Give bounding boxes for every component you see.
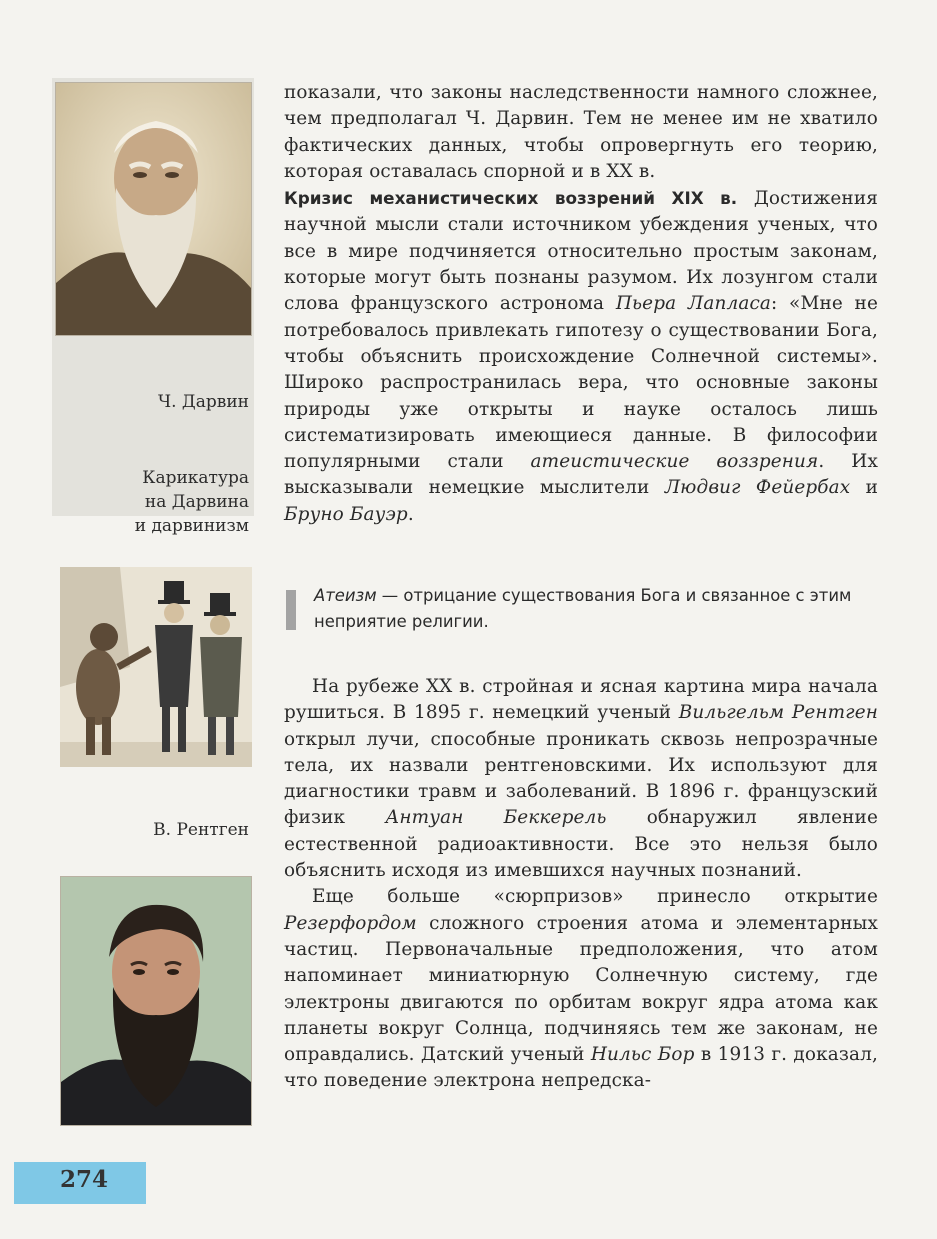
roentgen-caption: В. Рентген — [153, 820, 249, 840]
main-text-block-2 — [284, 674, 878, 1095]
darwin-cartoon-illustration — [60, 567, 252, 767]
definition-box — [284, 583, 878, 635]
page-number: 274 — [60, 1166, 109, 1193]
term-atheist-views: атеистические воззрения — [530, 451, 819, 473]
text-run: и — [850, 477, 878, 499]
main-text-block-1 — [284, 80, 878, 528]
cartoon-caption — [135, 466, 249, 538]
text-run: . — [407, 503, 414, 525]
section-heading: Кризис механистических воззрений XIX в. — [284, 188, 738, 209]
cartoon-caption-line: и дарвинизм — [134, 516, 249, 536]
text-run: Еще больше «сюрпризов» принесло открытие — [312, 886, 878, 908]
paragraph — [284, 674, 878, 884]
name-laplace: Пьера Лапласа — [615, 293, 772, 315]
text-run: открыл лучи, способные проникать сквозь непрозрачные тела, их назвали рентгеновскими. Их используют для диагностики травм и заболеваний. В 1896 г. французский физик — [284, 728, 878, 829]
roentgen-portrait — [60, 876, 252, 1126]
name-bohr: Нильс Бор — [590, 1044, 695, 1066]
text-run: . Их высказывали немецкие мыслители — [284, 451, 878, 499]
paragraph — [284, 884, 878, 1094]
definition-term: Атеизм — [314, 586, 377, 605]
text-run: обнаружил явление естественной радиоактивности. Все это нельзя было объяснить исходя из имевшихся научных познаний. — [284, 807, 878, 882]
text-run: Достижения научной мысли стали источником убеждения ученых, что все в мире подчиняется относительно простым законам, которые могут быть познаны разумом. Их лозунгом стали слова французского астронома — [284, 188, 879, 315]
text-run: в 1913 г. доказал, что поведение электрона непредска- — [284, 1044, 878, 1092]
text-run: : «Мне не потребовалось привлекать гипотезу о существовании Бога, чтобы объяснить происхождение Солнечной системы». Широко распространилась вера, что основные законы природы уже открыты и науке осталось лишь систематизировать имеющиеся данные. В философии популярными стали — [284, 293, 878, 473]
name-rutherford: Резерфордом — [284, 912, 417, 934]
cartoon-caption-line: Карикатура — [142, 468, 249, 488]
darwin-caption: Ч. Дарвин — [157, 392, 249, 412]
name-feuerbach: Людвиг Фейербах — [664, 477, 851, 499]
paragraph: показали, что законы наследственности намного сложнее, чем предполагал Ч. Дарвин. Тем не менее им не хватило фактических данных, чтобы опровергнуть его теорию, которая оставалась спорной и в XX в. — [284, 82, 878, 182]
name-bauer: Бруно Бауэр — [284, 503, 408, 525]
paragraph — [284, 185, 878, 528]
cartoon-caption-line: на Дарвина — [144, 492, 249, 512]
name-roentgen: Вильгельм Рентген — [678, 702, 878, 724]
text-run: сложного строения атома и элементарных частиц. Первоначальные предположения, что атом напоминает миниатюрную Солнечную систему, где электроны двигаются по орбитам вокруг ядра атома как планеты вокруг Солнца, подчиняясь тем же законам, не оправдались. Датский ученый — [284, 912, 878, 1066]
definition-text: — отрицание существования Бога и связанное с этим неприятие религии. — [314, 586, 852, 631]
text-run: На рубеже XX в. стройная и ясная картина мира начала рушиться. В 1895 г. немецкий ученый — [284, 676, 878, 724]
darwin-portrait — [55, 82, 252, 336]
name-becquerel: Антуан Беккерель — [385, 807, 607, 829]
